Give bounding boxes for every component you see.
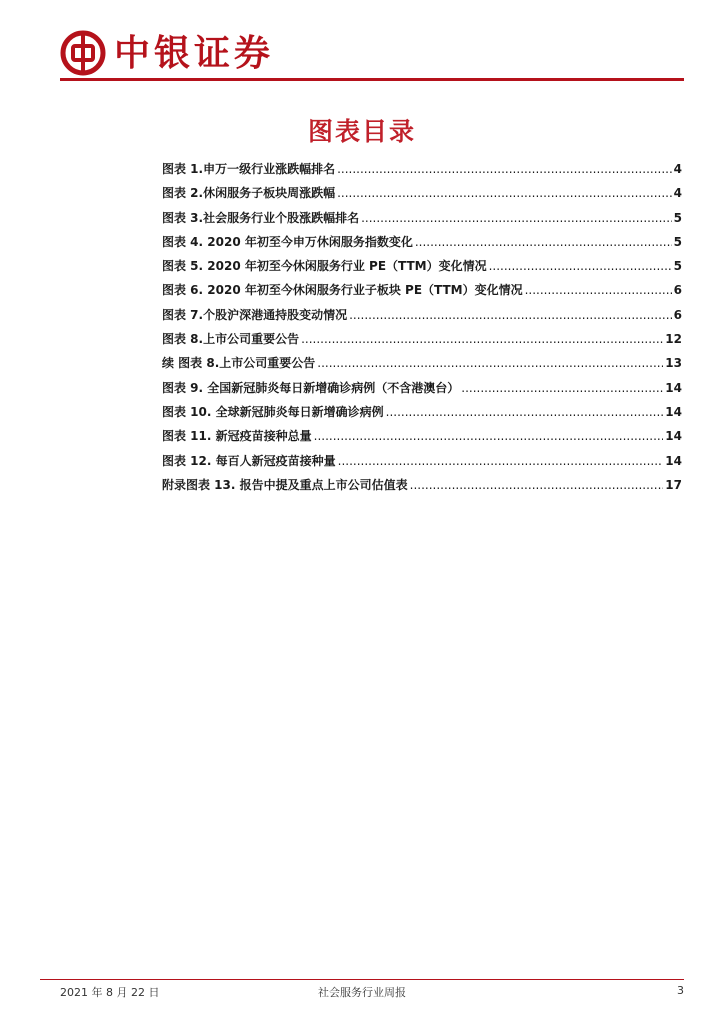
toc-dot-leader [361,211,672,225]
toc-entry[interactable] [162,306,682,330]
page-header [40,18,684,80]
toc-entry[interactable] [162,257,682,281]
toc-dot-leader [301,332,663,346]
toc-entry-page: 4 [673,162,682,176]
bank-of-china-logo-icon [60,30,106,76]
table-of-figures [162,160,682,500]
toc-entry-page: 14 [665,380,682,395]
header-divider [60,78,684,81]
toc-entry-label: 图表 5. 2020 年初至今休闲服务行业 PE（TTM）变化情况 [162,259,487,274]
toc-dot-leader [386,405,664,419]
toc-dot-leader [337,186,672,200]
brand-name: 中银证券 [114,32,275,74]
toc-entry[interactable] [162,184,682,208]
toc-entry-page: 14 [665,429,682,444]
toc-entry-label: 续 图表 8.上市公司重要公告 [162,356,316,371]
toc-dot-leader [461,381,663,395]
toc-entry[interactable] [162,354,682,378]
toc-dot-leader [415,235,672,249]
toc-dot-leader [410,478,664,492]
page-title: 图表目录 [307,117,416,146]
toc-entry-label: 图表 12. 每百人新冠疫苗接种量 [162,453,336,468]
toc-entry-page: 17 [665,477,682,492]
toc-entry-page: 5 [673,210,682,225]
toc-entry-label: 图表 10. 全球新冠肺炎每日新增确诊病例 [162,404,384,419]
footer-page-number: 3 [677,984,684,997]
toc-entry-page: 4 [673,186,682,201]
toc-entry-page: 5 [673,234,682,249]
toc-dot-leader [338,454,664,468]
toc-dot-leader [349,308,672,322]
toc-entry-label: 图表 1.申万一级行业涨跌幅排名 [162,162,336,176]
toc-entry[interactable] [162,476,682,500]
toc-entry[interactable] [162,281,682,305]
toc-entry-label: 附录图表 13. 报告中提及重点上市公司估值表 [162,477,408,492]
footer-date: 2021 年 8 月 22 日 [60,986,160,999]
toc-entry-page: 14 [665,453,682,468]
toc-entry[interactable] [162,403,682,427]
toc-entry-label: 图表 6. 2020 年初至今休闲服务行业子板块 PE（TTM）变化情况 [162,283,523,298]
toc-entry-label: 图表 8.上市公司重要公告 [162,332,300,347]
toc-entry-label: 图表 11. 新冠疫苗接种总量 [162,429,312,444]
toc-dot-leader [337,162,672,176]
toc-dot-leader [489,259,672,273]
toc-entry-label: 图表 4. 2020 年初至今申万休闲服务指数变化 [162,234,413,249]
toc-entry-label: 图表 2.休闲服务子板块周涨跌幅 [162,186,336,201]
footer-divider [40,979,684,980]
toc-entry[interactable] [162,160,682,184]
toc-entry-page: 6 [673,307,682,322]
toc-entry-page: 6 [673,283,682,298]
toc-entry[interactable] [162,233,682,257]
toc-entry-page: 13 [665,356,682,371]
toc-entry[interactable] [162,452,682,476]
toc-entry[interactable] [162,209,682,233]
footer-report-type: 社会服务行业周报 [318,986,406,999]
toc-entry-label: 图表 3.社会服务行业个股涨跌幅排名 [162,210,360,225]
toc-dot-leader [314,429,664,443]
page-footer [40,984,684,1004]
toc-entry-label: 图表 9. 全国新冠肺炎每日新增确诊病例（不含港澳台） [162,380,460,395]
toc-entry[interactable] [162,379,682,403]
toc-entry-page: 12 [665,332,682,347]
toc-dot-leader [525,283,672,297]
toc-entry[interactable] [162,330,682,354]
toc-dot-leader [317,356,663,370]
toc-entry[interactable] [162,427,682,451]
toc-entry-page: 5 [673,259,682,274]
toc-entry-label: 图表 7.个股沪深港通持股变动情况 [162,307,348,322]
toc-entry-page: 14 [665,404,682,419]
